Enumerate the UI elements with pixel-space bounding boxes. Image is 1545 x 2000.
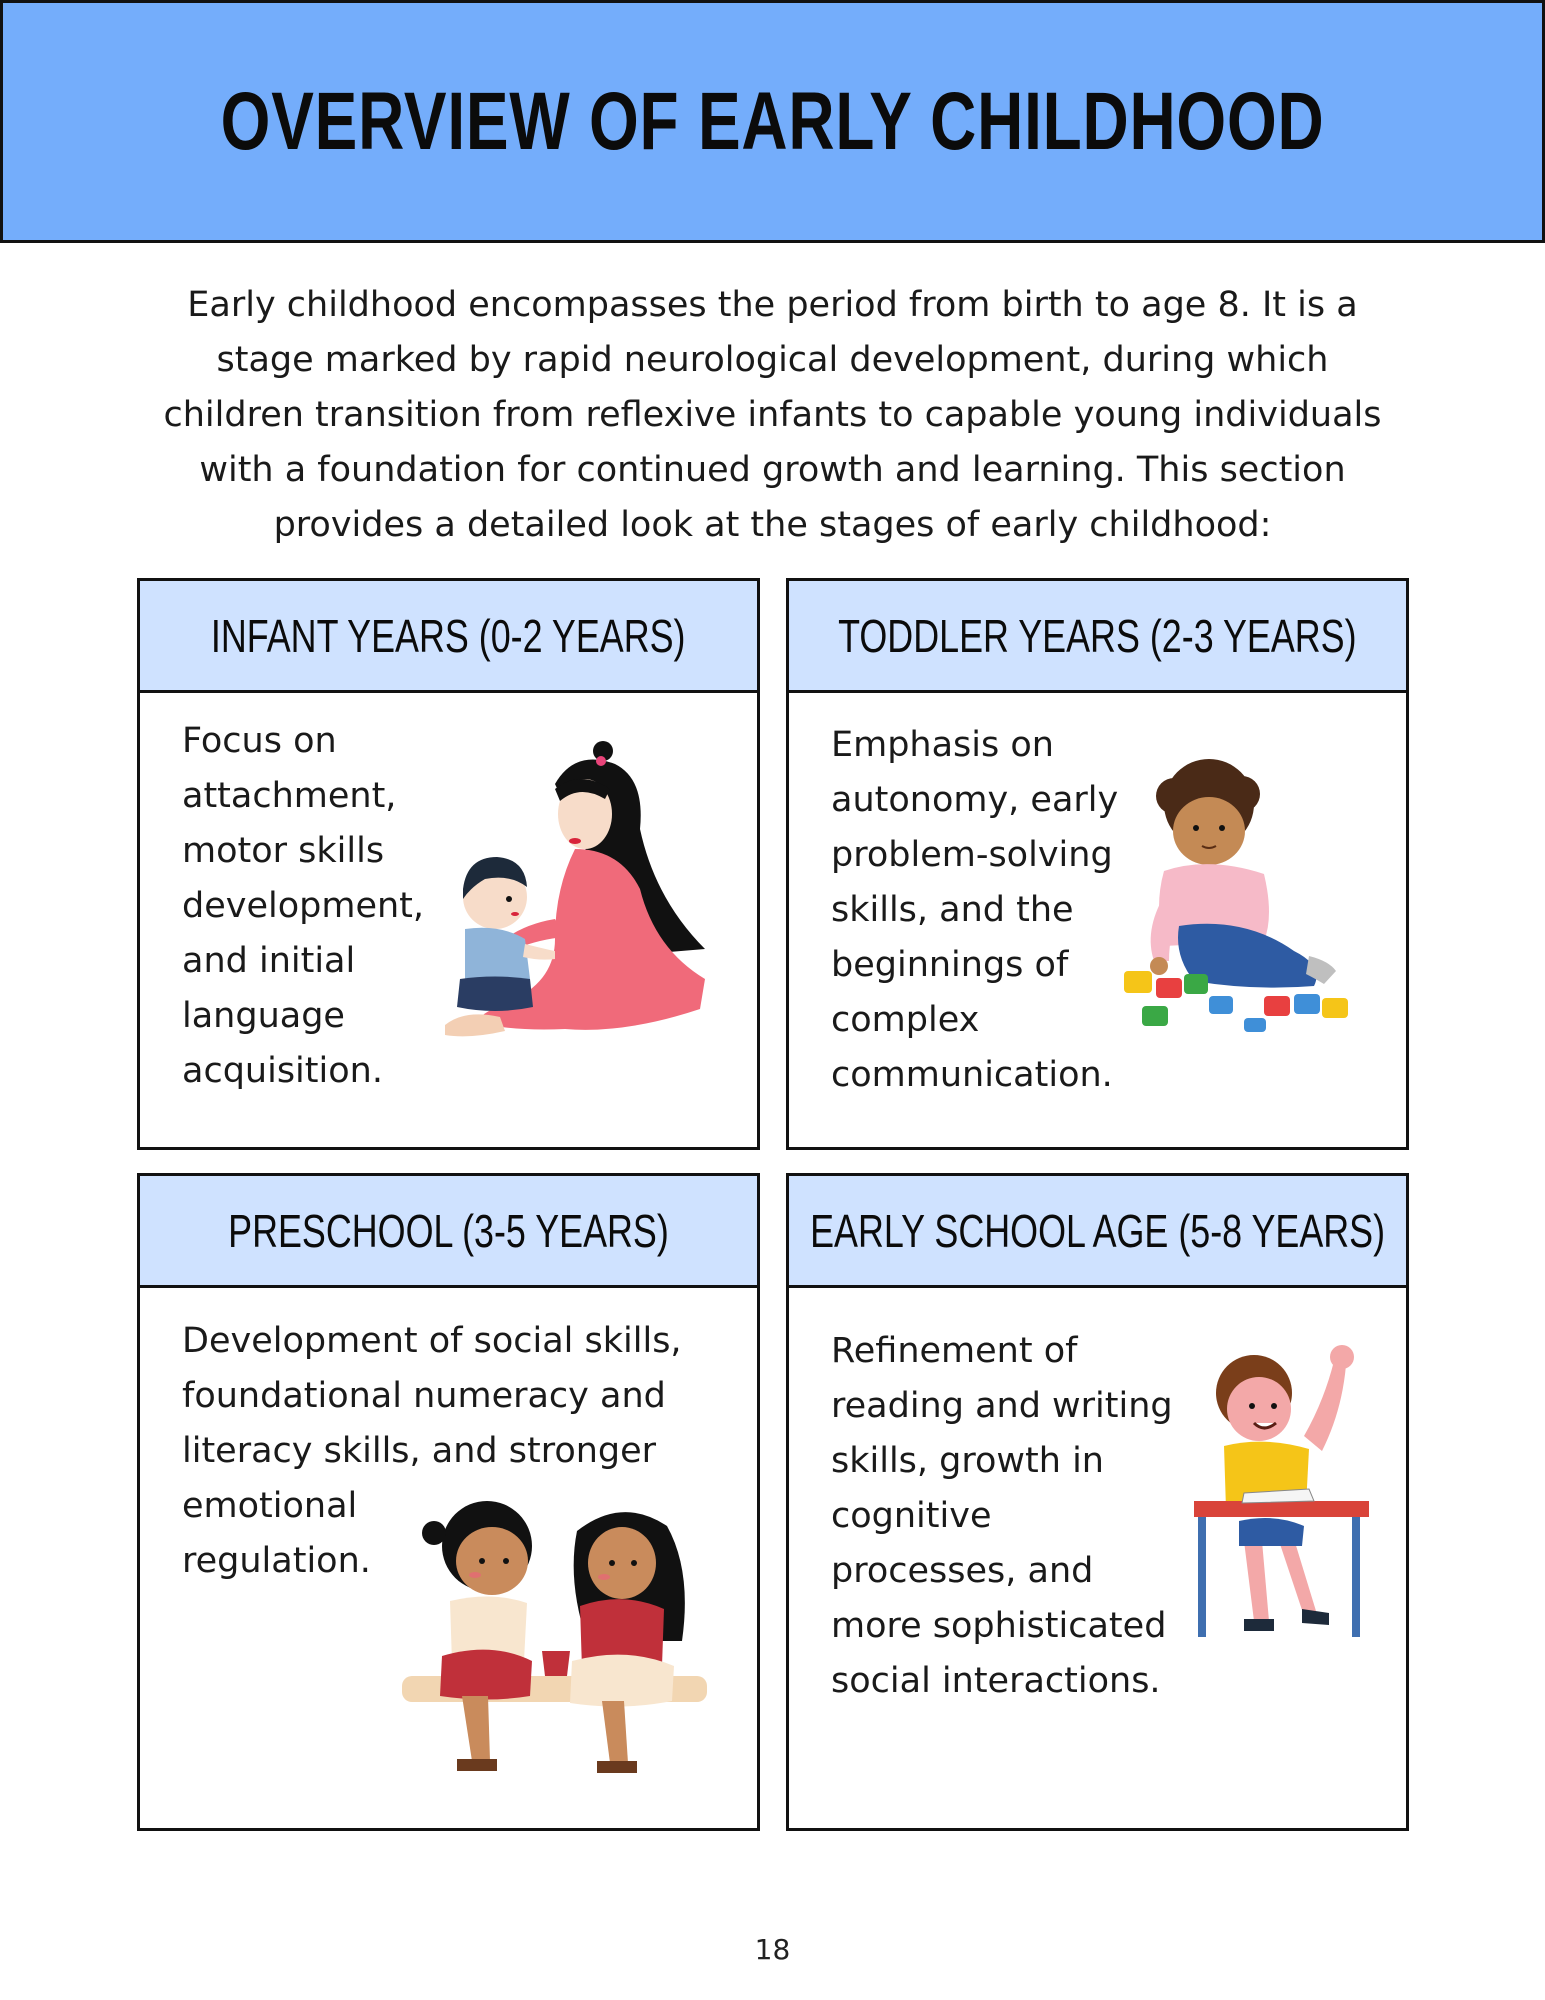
card-infant-years [137,578,760,1150]
card-description: Development of social skills, foundational numeracy and literacy skills, and stronger emotional regulation. [182,1321,682,1581]
card-preschool [137,1173,760,1831]
card-title: INFANT YEARS (0-2 YEARS) [211,609,686,662]
card-title: EARLY SCHOOL AGE (5-8 YEARS) [810,1204,1385,1257]
card-description: Refinement of reading and writing skills, growth in cognitive processes, and more sophisticated social interactions. [831,1331,1173,1701]
card-header [140,581,757,693]
page-number: 18 [754,1933,791,1966]
intro-paragraph: Early childhood encompasses the period from birth to age 8. It is a stage marked by rapid neurological development, during which children transition from reflexive infants to capable young individuals with a foundation for continued growth and learning. This section provides a detailed look at the stages of early childhood: [163,285,1382,545]
card-description: Emphasis on autonomy, early problem-solving skills, and the beginnings of complex communication. [831,725,1119,1095]
page-title: OVERVIEW OF EARLY CHILDHOOD [220,75,1325,167]
schoolboy-raising-hand-illustration [1184,1341,1369,1651]
card-header [789,1176,1406,1288]
card-header [789,581,1406,693]
toddler-with-puzzle-illustration [1124,756,1369,1046]
card-description: Focus on attachment, motor skills development, and initial language acquisition. [182,721,425,1091]
mother-and-infant-illustration [405,739,735,1039]
two-children-playing-illustration [402,1491,707,1791]
card-title: PRESCHOOL (3-5 YEARS) [228,1204,669,1257]
card-early-school-age [786,1173,1409,1831]
card-title: TODDLER YEARS (2-3 YEARS) [838,609,1357,662]
card-toddler-years [786,578,1409,1150]
card-header [140,1176,757,1288]
title-banner [0,0,1545,243]
